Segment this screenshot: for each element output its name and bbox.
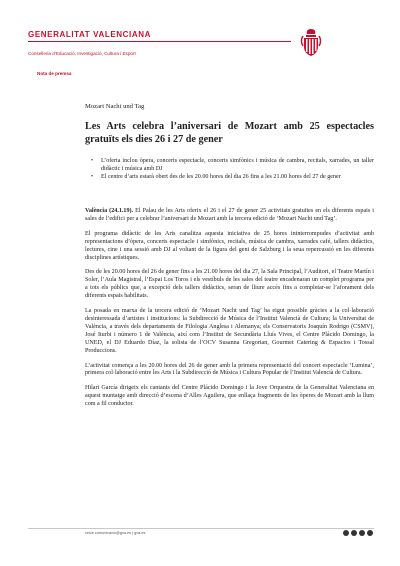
body-paragraph: L’activitat comença a les 20.00 hores del 26 de gener amb la primera representació del concert espectacle ‘Lumina’, primera col·laboració entre les Arts i la Subdirecció de Música i Cultura Popular de l’Institut Valencià de Cultura.	[85, 362, 374, 377]
bullet-icon: •	[91, 158, 94, 164]
social-links	[343, 530, 373, 536]
highlights-list	[85, 157, 374, 181]
body-paragraph: La posada en marxa de la tercera edició de ‘Mozart Nacht und Tag’ ha eigut possible gràcies a la col·laboració desinteressada d’artistes i institucions: la Subdirecció de Música de l’Institut Valencià de Cultura; la Universitat de València, a través dels departaments de Filologia Anglesa i Alemanya; els Conservatoris Joaquín Rodrigo (CSMV), José Iturbi i número 1 de València, així com l’Institut de Secundària Lluís Vives, el Centre Plácido Domingo, la UNED, el DJ Eduardo Díaz, la solista de l’OCV Susanna Gregorian, Gourmet Catering & Espacios i Tossal Produccions.	[85, 308, 374, 354]
org-name: GENERALITAT VALENCIANA	[28, 30, 151, 39]
header-divider	[28, 41, 291, 42]
highlight-item: • El centre d’arts estarà obert des de les 20.00 hores del dia 26 fins a les 21.00 hores del 27 de gener	[91, 174, 341, 180]
body-paragraph: Des de les 20.00 hores del 26 de gener fins a les 21.00 hores del dia 27, la Sala Principal, l’Auditori, el Teatre Martín i Soler, l’Aula Magistral, l’Espai Los Toros i els vestíbuls de les sales del teatre encadenaran un complet programa per a tots els públics que, a excepció dels tallers didàctics, seran de lliure accés fins a completar-se l’aforament dels diferents espais habilitats.	[85, 269, 374, 300]
body-paragraph: Hilari García dirigeix els cantants del Centre Plácido Domingo i la Jove Orquestra de la Generalitat Valenciana en aquest muntatge amb direcció d’escena d’Alles Aguilera, que enllaça fragments de les òperes de Mozart amb la llum com a fil conductor.	[85, 385, 374, 408]
article-kicker: Mozart Nacht und Tag	[85, 103, 145, 110]
twitter-icon[interactable]	[343, 530, 349, 536]
press-note-label: Nota de premsa	[37, 71, 72, 76]
body-paragraph: València (24.1.19). El Palau de les Arts oferix el 26 i el 27 de gener 25 activitats gratuïtes en els diferents espais i sales de l’edifici per a celebrar l’aniversari de Mozart amb la tercera edició de ‘Mozart Nacht und Tag’.	[85, 208, 374, 222]
bullet-icon: •	[91, 174, 94, 180]
department-name: Conselleria d’Educació, Investigació, Cultura i Esport	[28, 51, 136, 56]
youtube-icon[interactable]	[359, 530, 365, 536]
facebook-icon[interactable]	[351, 530, 357, 536]
body-paragraph: El programa didàctic de les Arts canalitza aquesta iniciativa de 25 hores ininterrompudes d’activitat amb representacions d’òpera, concerts espectacle i simfònics, recitals, música de cambra, xarrades café, tallers didàctics, lectures, cine i una sessió amb DJ al voltant de la figura del geni de Salzburg i la seua repercussió en les diferents disciplines artístiques.	[85, 230, 374, 261]
highlight-item: • L’oferta inclou òpera, concerts espectacle, concerts simfònics i música de cambra, recitals, xarrades, un taller didàctic i música amb DJ	[91, 158, 374, 172]
flickr-icon[interactable]	[367, 530, 373, 536]
dateline: València (24.1.19).	[85, 208, 134, 214]
article-title: Les Arts celebra l’aniversari de Mozart amb 25 espectacles gratuïts els dies 26 i 27 de gener	[85, 121, 374, 145]
generalitat-crest-logo	[300, 27, 322, 57]
footer-divider	[28, 528, 374, 529]
footer-contact[interactable]: ceice.comunicacio@gva.es | gva.es	[85, 531, 146, 535]
article-body	[85, 208, 374, 416]
